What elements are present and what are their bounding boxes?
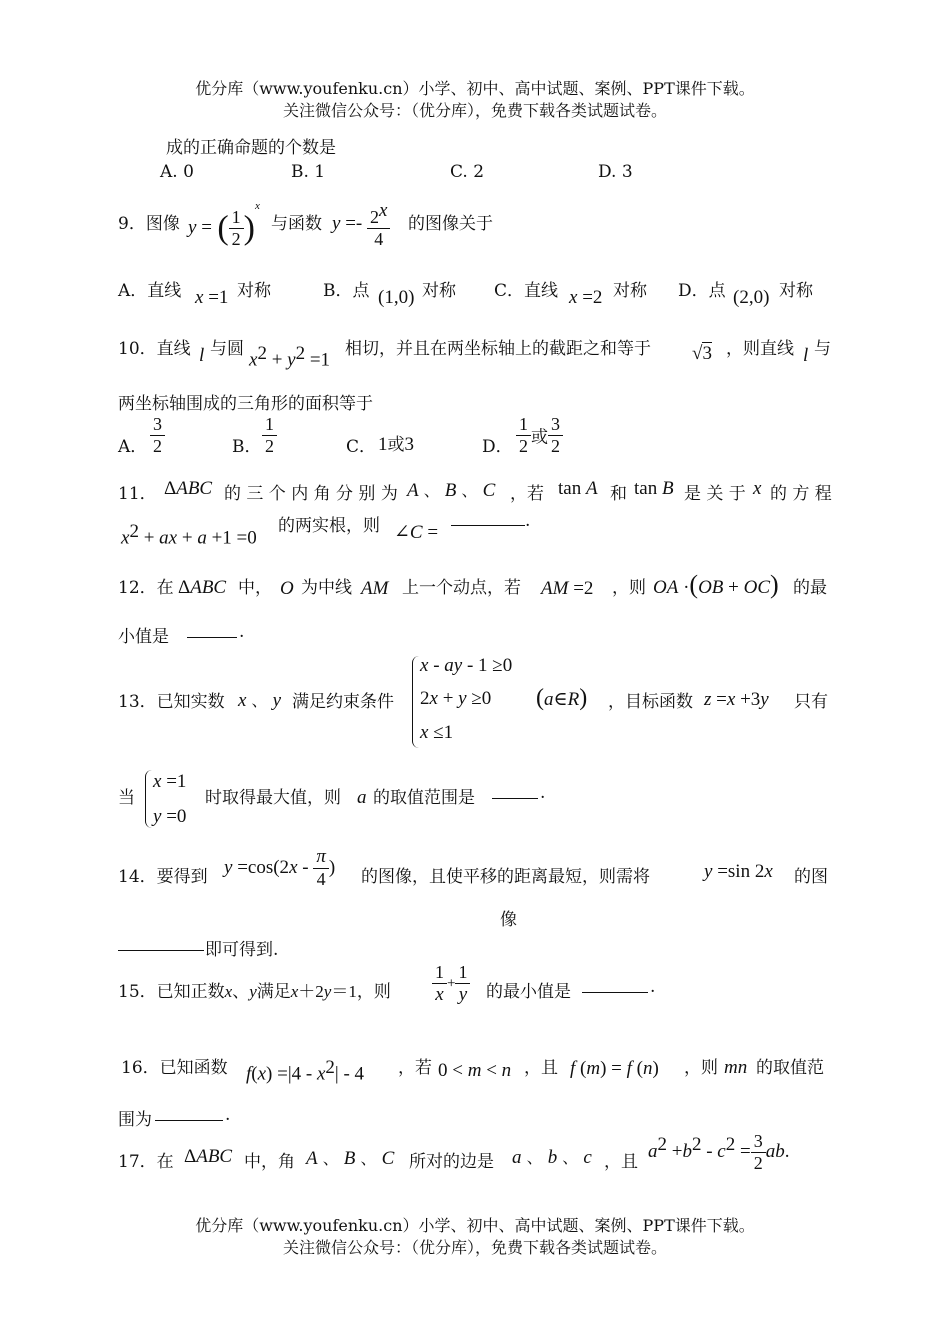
q14-number: 14．要得到 — [118, 867, 208, 887]
q10-circle-eq: $x^2 + y^2 =1$ — [249, 343, 331, 371]
q10-option-a: A． — [118, 437, 148, 457]
q11-answer-blank[interactable] — [451, 508, 525, 526]
q12-t5: 的最 — [793, 578, 827, 598]
q16-ineq: 0 < m < n — [438, 1060, 512, 1081]
q17-sides: a 、 b 、 c — [512, 1147, 592, 1168]
q12-AM-eq: AM =2 — [541, 578, 594, 599]
q13-point-y: y =0 — [153, 806, 187, 827]
q16-answer-blank[interactable] — [155, 1103, 223, 1121]
q10-option-c-math: 1或3 — [378, 434, 414, 455]
q9-option-a: A．直线 — [118, 281, 182, 301]
q11-tanB: tan B — [634, 478, 674, 499]
q17-t1: 中，角 — [244, 1152, 295, 1172]
q12-number: 12．在 — [118, 578, 174, 598]
q9-option-b: B．点 — [323, 281, 370, 301]
q15-answer-blank[interactable] — [582, 975, 648, 993]
q12-t3: 上一个动点，若 — [402, 578, 521, 598]
q13-number: 13．已知实数 — [118, 692, 225, 712]
q8-option-b: B. 1 — [291, 162, 326, 182]
q13-constraint-3: x ≤1 — [420, 722, 454, 743]
q11-triangle: ΔABC — [164, 478, 213, 499]
q11-t1: 的 三 个 内 角 分 别 为 — [224, 484, 398, 504]
q11-number: 11． — [118, 484, 157, 504]
q16-eq: f (m) = f (n) — [570, 1058, 659, 1079]
q16-t1: ，若 — [398, 1058, 432, 1078]
q13-a: a — [357, 787, 367, 808]
q17-number: 17．在 — [118, 1152, 174, 1172]
q14-answer-blank[interactable] — [118, 933, 204, 951]
q13-t4: 时取得最大值，则 — [205, 788, 341, 808]
q14-t1: 的图像，且使平移的距离最短，则需将 — [361, 867, 650, 887]
q13-brace — [412, 656, 419, 748]
q16-t3: ，则 — [684, 1058, 718, 1078]
q10-t4: 与 — [814, 339, 831, 359]
q13-period: . — [540, 783, 546, 803]
q11-t3: 和 — [610, 484, 627, 504]
q17-angles: A 、 B 、 C — [306, 1148, 395, 1169]
q15-t3: 的最小值是 — [486, 982, 571, 1002]
q9-option-c-sym: 对称 — [613, 281, 647, 301]
q13-answer-blank[interactable] — [492, 781, 538, 799]
q10-option-d-math: $\frac{1}{2}$ 或 $\frac{3}{2}$ — [516, 414, 563, 456]
q9-option-a-math: x =1 — [195, 287, 229, 308]
q10-l-2: l — [803, 345, 809, 366]
q12-AM: AM — [361, 578, 389, 599]
q9-option-d-math: (2,0) — [733, 287, 770, 308]
q12-line2: 小值是 — [118, 627, 169, 647]
q17-equation: $a^2 +b^2 - c^2$ = $\frac{3}{2}$ ab. — [648, 1131, 790, 1173]
q10-option-b: B． — [232, 437, 262, 457]
q9-formula-1: y = ( $\frac{1}{2}$ )$^x$ — [188, 200, 260, 249]
q15-period: . — [650, 977, 656, 997]
q9-number: 9．图像 — [118, 214, 180, 234]
q10-option-b-frac: $\frac{1}{2}$ — [262, 414, 277, 456]
q16-function: $f(x) =|4 - x^2| - 4$ — [246, 1057, 365, 1085]
q9-formula-2: y =- $\frac{2^x}{4}$ — [332, 200, 390, 249]
q9-end: 的图像关于 — [408, 214, 493, 234]
q9-option-b-math: (1,0) — [378, 287, 415, 308]
q10-t2: 相切，并且在两坐标轴上的截距之和等于 — [345, 339, 651, 359]
q16-line2: 围为 — [118, 1110, 152, 1130]
q17-t2: 所对的边是 — [409, 1152, 494, 1172]
q16-mn: mn — [724, 1057, 748, 1078]
q12-vector-expr: OA ·(OB + OC) — [653, 570, 779, 599]
q10-l: l — [199, 345, 205, 366]
header-line-2: 关注微信公众号：（优分库），免费下载各类试题试卷。 — [282, 101, 667, 120]
q10-option-c: C． — [346, 437, 377, 457]
q11-t6: 的两实根，则 — [278, 516, 380, 536]
q9-option-a-sym: 对称 — [237, 281, 271, 301]
q10-sqrt3: √3 — [692, 343, 712, 364]
q15-expr: $\frac{1}{x}$ + $\frac{1}{y}$ — [432, 962, 470, 1006]
q10-t1: 与圆 — [210, 339, 244, 359]
q11-angle: ∠C = — [394, 522, 439, 543]
q11-t5: 的 方 程 — [770, 484, 832, 504]
q11-t2: ，若 — [510, 484, 544, 504]
q14-formula: y =cos(2x - $\frac{\pi}{4}$ ) — [224, 846, 336, 889]
q16-number: 16．已知函数 — [121, 1058, 228, 1078]
q14-sin: y =sin 2x — [704, 861, 773, 882]
q13-t5: 的取值范围是 — [373, 788, 475, 808]
q12-O: O — [280, 578, 294, 599]
q9-option-d: D．点 — [678, 281, 726, 301]
q10-number: 10．直线 — [118, 339, 191, 359]
q11-t4: 是 关 于 — [684, 484, 746, 504]
q13-constraint-1: x - ay - 1 ≥0 — [420, 655, 513, 676]
footer-line-1: 优分库（www.youfenku.cn）小学、初中、高中试题、案例、PPT课件下载。 — [195, 1216, 755, 1235]
q8-option-c: C. 2 — [450, 162, 485, 182]
q13-xy: x 、 y — [238, 690, 282, 711]
q13-when: 当 — [118, 788, 135, 808]
q8-option-d: D. 3 — [598, 162, 633, 182]
q17-t3: ，且 — [604, 1152, 638, 1172]
q17-triangle: ΔABC — [184, 1146, 233, 1167]
q12-answer-blank[interactable] — [187, 620, 237, 638]
q11-equation: $x^2$ + ax + a +1 =0 — [121, 521, 257, 549]
q12-t1: 中， — [238, 578, 272, 598]
q12-t4: ，则 — [612, 578, 646, 598]
q11-tanA: tan A — [558, 478, 598, 499]
q12-t2: 为中线 — [301, 578, 352, 598]
q13-objective: z =x +3y — [704, 689, 769, 710]
q13-t2: ，目标函数 — [608, 692, 693, 712]
q8-tail: 成的正确命题的个数是 — [166, 138, 336, 158]
q11-x: x — [753, 478, 762, 499]
q13-constraint-2: 2x + y ≥0 — [420, 688, 492, 709]
q12-period: . — [239, 622, 245, 642]
q14-t4: 即可得到. — [205, 940, 279, 960]
q8-option-a: A. 0 — [160, 162, 194, 182]
q13-brace-2 — [145, 770, 152, 828]
q13-t1: 满足约束条件 — [292, 692, 394, 712]
q9-option-d-sym: 对称 — [779, 281, 813, 301]
q10-option-d: D． — [482, 437, 513, 457]
q16-period: . — [225, 1105, 231, 1125]
q9-option-c: C．直线 — [494, 281, 559, 301]
q14-t3: 像 — [500, 910, 517, 930]
q12-triangle: ΔABC — [178, 577, 227, 598]
q9-option-b-sym: 对称 — [422, 281, 456, 301]
header-line-1: 优分库（www.youfenku.cn）小学、初中、高中试题、案例、PPT课件下载。 — [195, 79, 755, 98]
q13-point-x: x =1 — [153, 771, 187, 792]
footer-line-2: 关注微信公众号：（优分库），免费下载各类试题试卷。 — [282, 1238, 667, 1257]
q13-param: (a∈R) — [536, 685, 588, 711]
q14-t2: 的图 — [794, 867, 828, 887]
q9-option-c-math: x =2 — [569, 287, 603, 308]
q16-t2: ，且 — [524, 1058, 558, 1078]
q11-abc: A 、 B 、 C — [407, 480, 496, 501]
q16-t4: 的取值范 — [756, 1058, 824, 1078]
q13-t3: 只有 — [794, 692, 828, 712]
q10-t3: ，则直线 — [726, 339, 794, 359]
q11-period: . — [525, 511, 531, 531]
q10-option-a-frac: $\frac{3}{2}$ — [150, 414, 165, 456]
q10-line2: 两坐标轴围成的三角形的面积等于 — [118, 394, 373, 414]
q15-number: 15．已知正数x、y满足x＋2y＝1，则 — [118, 982, 391, 1002]
q9-mid: 与函数 — [271, 214, 322, 234]
